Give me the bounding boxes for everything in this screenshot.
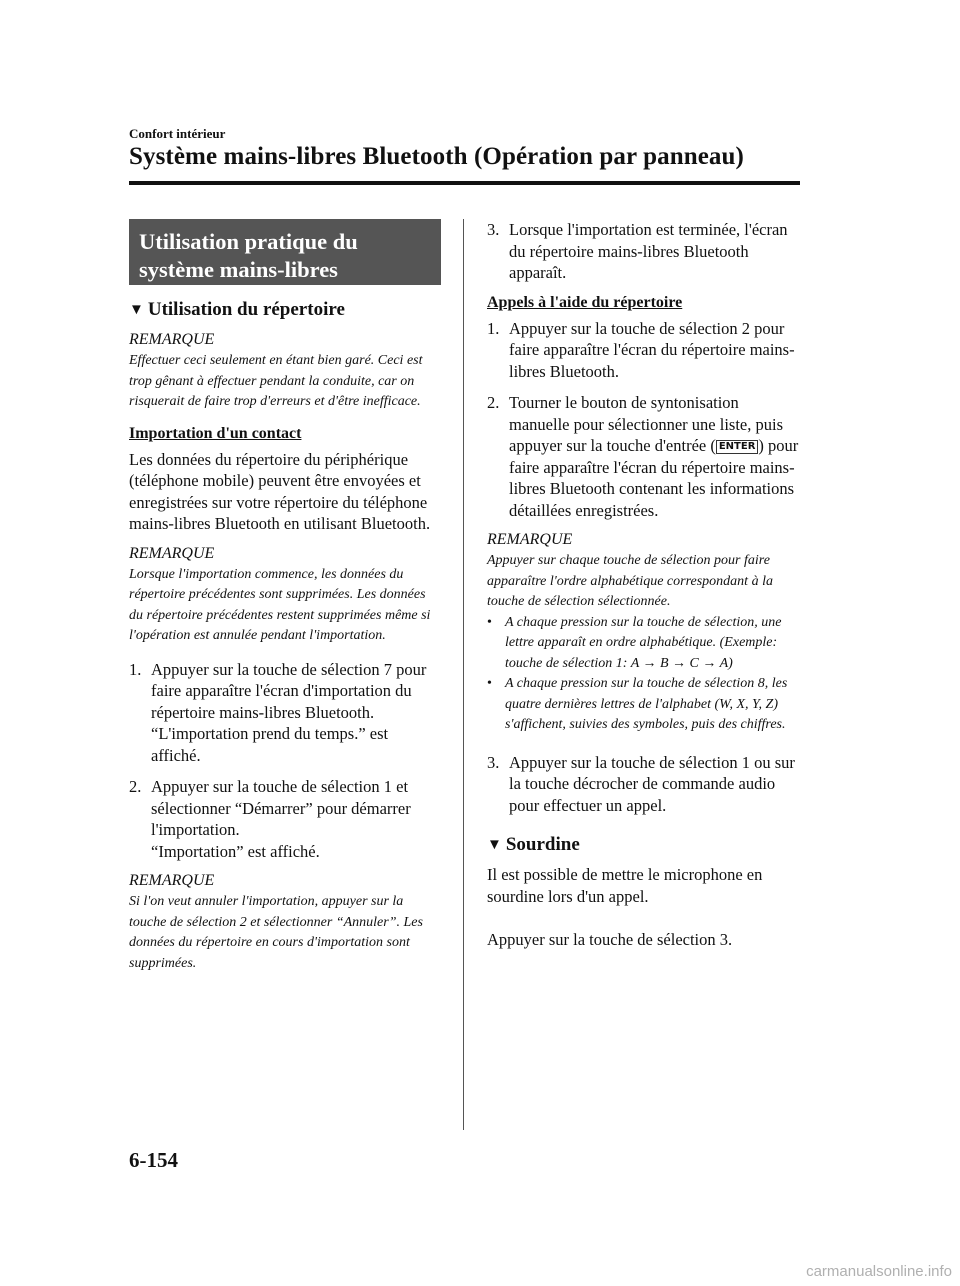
- step-text: [151, 659, 441, 767]
- step-text-pre: Tourner le bouton de syntonisation manuelle pour sélectionner une liste, puis appuyer sur la touche d'entrée (: [509, 393, 784, 455]
- bullet-dot-icon: •: [487, 614, 492, 630]
- step-text: Appuyer sur la touche de sélection 1 ou sur la touche décrocher de commande audio pour effectuer un appel.: [509, 752, 795, 815]
- step-text-post: ) pour faire apparaître l'écran du répertoire mains-libres Bluetooth contenant les informations détaillées enregistrées.: [509, 436, 799, 520]
- subsection-heading: [487, 834, 799, 856]
- calls-heading: Appels à l'aide du répertoire: [487, 293, 683, 311]
- step-number: 1.: [487, 318, 500, 338]
- step-text-result: “Importation” est affiché.: [151, 841, 320, 861]
- step-text-result: “L'importation prend du temps.” est affiché.: [151, 724, 389, 765]
- step-item: [487, 318, 799, 383]
- column-divider: [463, 219, 464, 1130]
- step-text: [151, 776, 441, 862]
- triangle-down-icon: ▼: [129, 301, 144, 318]
- chapter-label: Confort intérieur: [129, 126, 226, 141]
- bullet-text: A chaque pression sur la touche de sélection 8, les quatre dernières lettres de l'alphabet (W, X, Y, Z) s'affichent, suivies des symboles, puis des chiffres.: [505, 676, 788, 732]
- step-text: [509, 392, 799, 521]
- note-bullet: [487, 613, 799, 675]
- step-item: [129, 659, 441, 767]
- note-title: REMARQUE: [487, 531, 573, 548]
- step-text: Appuyer sur la touche de sélection 2 pour faire apparaître l'écran du répertoire mains-libres Bluetooth.: [509, 318, 795, 381]
- note-text: Appuyer sur chaque touche de sélection pour faire apparaître l'ordre alphabétique correspondant à la touche de sélection sélectionnée.: [487, 553, 773, 609]
- note-title: REMARQUE: [129, 544, 215, 562]
- note-title: REMARQUE: [129, 872, 215, 889]
- bullet-dot-icon: •: [487, 676, 492, 691]
- step-item: [487, 392, 799, 521]
- note-text: Lorsque l'importation commence, les données du répertoire précédentes sont supprimées. Les données du répertoire précédentes restent supprimées même si l'opération est annulée pendant l'importation.: [129, 566, 431, 643]
- mute-text: Il est possible de mettre le microphone en sourdine lors d'un appel.: [487, 865, 763, 906]
- left-column: [129, 219, 441, 986]
- import-text: Les données du répertoire du périphérique (téléphone mobile) peuvent être envoyées et enregistrées sur votre répertoire du téléphone mains-libres Bluetooth en utilisant Bluetooth.: [129, 449, 431, 533]
- step-number: 3.: [487, 220, 500, 239]
- step-item: [487, 752, 799, 817]
- step-item: [129, 776, 441, 862]
- step-number: 1.: [129, 659, 142, 679]
- bullet-text: A chaque pression sur la touche de sélection, une lettre apparaît en ordre alphabétique. (Exemple: touche de sélection 1: A → B → C → A): [505, 614, 782, 671]
- step-item: [487, 219, 799, 284]
- subsection-heading-text: Utilisation du répertoire: [147, 299, 345, 320]
- note-text: Effectuer ceci seulement en étant bien garé. Ceci est trop gênant à effectuer pendant la conduite, car on risquerait de faire trop d'erreurs et d'être inefficace.: [129, 353, 423, 409]
- step-text-main: Appuyer sur la touche de sélection 7 pour faire apparaître l'écran d'importation du répertoire mains-libres Bluetooth.: [151, 659, 427, 722]
- step-text-main: Appuyer sur la touche de sélection 1 et sélectionner “Démarrer” pour démarrer l'importation.: [151, 777, 411, 839]
- triangle-down-icon: ▼: [487, 836, 502, 853]
- step-number: 2.: [487, 393, 500, 412]
- step-text: Lorsque l'importation est terminée, l'écran du répertoire mains-libres Bluetooth apparaît.: [509, 220, 788, 282]
- note-bullet: [487, 674, 799, 736]
- header-rule: [129, 181, 800, 185]
- enter-key-icon: ENTER: [716, 440, 759, 454]
- step-number: 3.: [487, 752, 500, 772]
- subsection-heading: [129, 299, 441, 321]
- page-number: 6-154: [129, 1148, 178, 1172]
- section-box-title: Utilisation pratique du système mains-libres: [129, 219, 441, 285]
- note-title: REMARQUE: [129, 331, 215, 348]
- subsection-heading-text: Sourdine: [505, 834, 580, 855]
- import-heading: Importation d'un contact: [129, 424, 302, 442]
- mute-instruction: Appuyer sur la touche de sélection 3.: [487, 930, 733, 949]
- page-title: Système mains-libres Bluetooth (Opération par panneau): [129, 143, 744, 170]
- watermark: carmanualsonline.info: [806, 1263, 952, 1280]
- right-column: [487, 219, 799, 961]
- step-number: 2.: [129, 777, 142, 796]
- note-text: Si l'on veut annuler l'importation, appuyer sur la touche de sélection 2 et sélectionner “Annuler”. Les données du répertoire en cours d'importation sont supprimées.: [129, 894, 423, 971]
